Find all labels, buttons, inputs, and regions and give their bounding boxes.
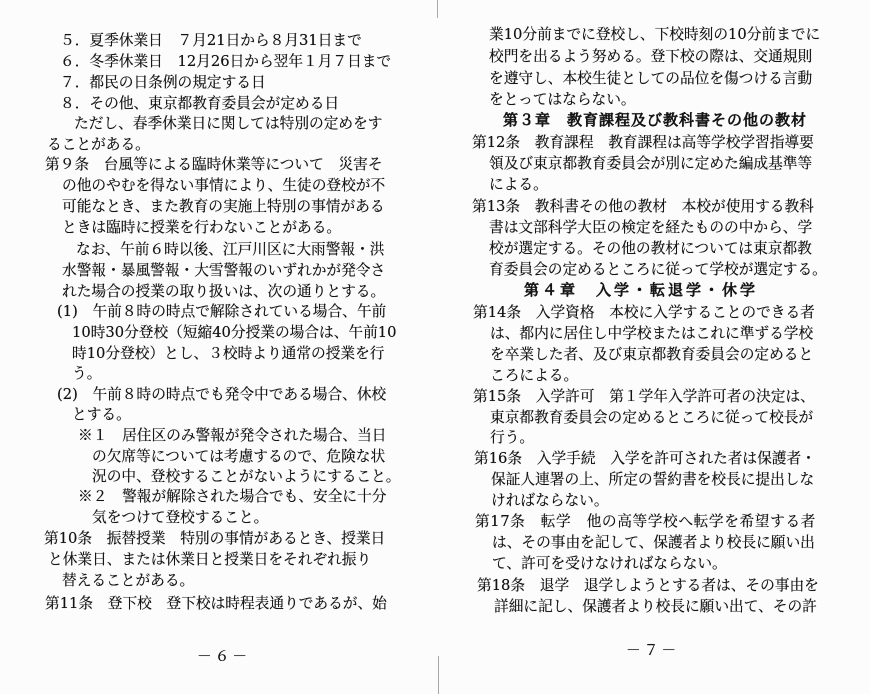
article-16-line: ければならない。 [491,492,609,509]
article-14-line: は、都内に居住し中学校またはこれに準ずる学校 [490,325,814,342]
storm-case-1-line: う。 [72,365,102,382]
article-13-line: 育委員会の定めるところに従って学校が選定する。 [489,261,827,278]
article-15-line: 東京都教育委員会の定めるところに従って校長が [490,409,814,426]
article-11-line: 第11条 登下校 登下校は時程表通りであるが、始 [45,595,387,612]
article-10-line: と休業日、または休業日と授業日をそれぞれ振り [48,551,372,568]
article-18-line: 詳細に記し、保護者より校長に願い出て、その許 [494,598,817,615]
storm-case-2-line: とする。 [72,406,131,423]
storm-remark-2-line: ※２ 警報が解除された場合でも、安全に十分 [78,488,387,505]
article-13-line: 校が選定する。その他の教材については東京都教 [489,240,812,257]
article-13-line: 第13条 教科書その他の教材 本校が使用する教科 [472,198,814,215]
article-9-line: 可能なとき、また教育の実施上特別の事情がある [62,198,385,215]
article-15-line: 行う。 [490,429,535,446]
left-page-number: －６－ [197,648,251,665]
article-11-continued-line: を遵守し、本校生徒としての品位を傷つける言動 [489,70,813,87]
article-14-line: 第14条 入学資格 本校に入学することのできる者 [473,304,815,321]
article-12-line: 第12条 教育課程 教育課程は高等学校学習指導要 [472,134,814,151]
article-11-continued-line: をとってはならない。 [489,91,636,108]
article-14-line: を卒業した者、及び東京都教育委員会の定めると [490,346,814,363]
storm-remark-1-line: 況の中、登校することがないようにすること。 [92,468,401,485]
article-18-line: 第18条 退学 退学しようとする者は、その事由を [477,577,819,594]
storm-case-1-line: 時10分登校）とし、３校時より通常の授業を行 [72,345,385,362]
chapter-4-heading: 第４章 入学・転退学・休学 [524,281,759,299]
article-14-line: ころによる。 [490,367,579,384]
chapter-3-heading: 第３章 教育課程及び教科書その他の教材 [503,111,808,129]
storm-case-1-line: (1) 午前８時の時点で解除されている場合、午前 [57,303,387,320]
article-9-line: ときは臨時に授業を行わないことがある。 [62,219,342,236]
holiday-note-line: ただし、春季休業日に関しては特別の定めをす [74,115,383,132]
holiday-item: ８．その他、東京都教育委員会が定める日 [60,95,340,112]
storm-case-2-line: (2) 午前８時の時点でも発令中である場合、休校 [57,386,387,403]
article-11-continued-line: 業10分前までに登校し、下校時刻の10分前までに [489,26,821,43]
storm-remark-1-line: の欠席等については考慮するので、危険な状 [92,448,386,465]
holiday-note-line: ることがある。 [47,136,150,153]
storm-remark-1-line: ※１ 居住区のみ警報が発令された場合、当日 [78,427,387,444]
storm-remark-2-line: 気をつけて登校すること。 [92,509,269,526]
holiday-item: ６．冬季休業日 12月26日から翌年１月７日まで [60,53,392,70]
storm-note-line: 水警報・暴風警報・大雪警報のいずれかが発令さ [62,262,386,279]
article-10-line: 第10条 振替授業 特別の事情があるとき、授業日 [44,530,386,547]
right-page-number: －７－ [626,642,680,659]
storm-case-1-line: 10時30分登校（短縮40分授業の場合は、午前10 [72,324,397,341]
storm-note-line: なお、午前６時以後、江戸川区に大雨警報・洪 [76,241,385,258]
article-16-line: 第16条 入学手続 入学を許可された者は保護者・ [474,450,816,467]
article-17-line: て、許可を受けなければならない。 [492,555,727,572]
article-15-line: 第15条 入学許可 第１学年入学許可者の決定は、 [473,388,815,405]
holiday-item: ５．夏季休業日 ７月21日から８月31日まで [60,32,362,49]
article-17-line: 第17条 転学 他の高等学校へ転学を希望する者 [475,513,816,530]
article-10-line: 替えることがある。 [62,572,195,589]
article-17-line: は、その事由を記して、保護者より校長に願い出 [492,534,815,551]
article-16-line: 保証人連署の上、所定の誓約書を校長に提出しな [491,471,815,488]
article-13-line: 書は文部科学大臣の検定を経たものの中から、学 [489,219,813,236]
article-12-line: による。 [489,176,548,193]
right-page [435,0,870,694]
storm-note-line: れた場合の授業の取り扱いは、次の通りとする。 [62,283,386,300]
article-9-line: 第９条 台風等による臨時休業等について 災害そ [45,156,383,173]
article-11-continued-line: 校門を出るよう努める。登下校の際は、交通規則 [489,48,813,65]
article-12-line: 領及び東京都教育委員会が別に定めた編成基準等 [489,155,813,172]
article-9-line: の他のやむを得ない事情により、生徒の登校が不 [62,177,386,194]
holiday-item: ７．都民の日条例の規定する日 [60,74,266,91]
